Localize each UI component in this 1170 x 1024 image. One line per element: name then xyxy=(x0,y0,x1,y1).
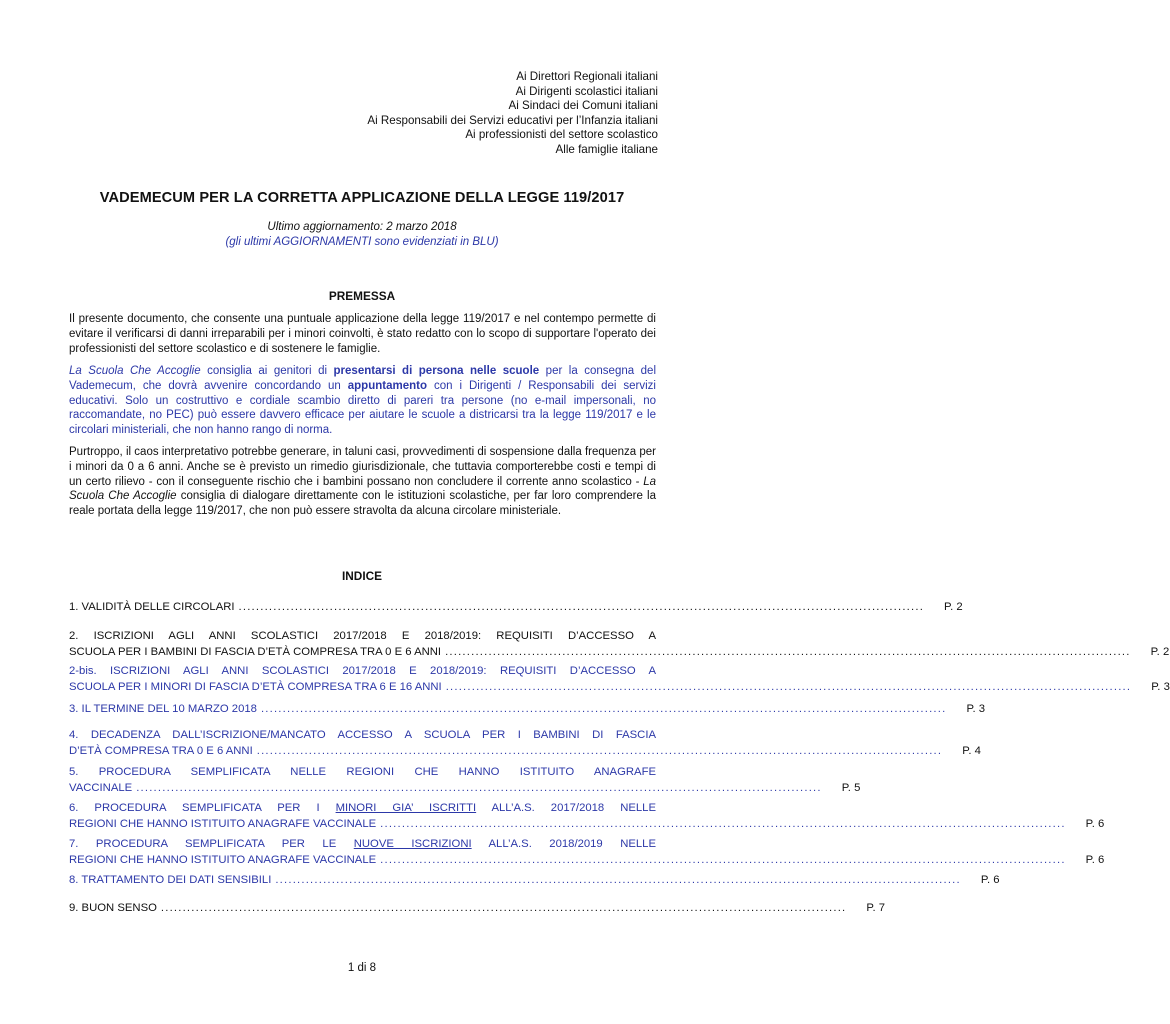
toc-item[interactable] xyxy=(69,728,981,759)
recipient-line: Ai professionisti del settore scolastico xyxy=(465,128,658,142)
toc-page-number: P. 6 xyxy=(980,874,1000,886)
toc-page-number: P. 4 xyxy=(962,744,981,757)
toc-item-title: 1. VALIDITÀ DELLE CIRCOLARI xyxy=(69,601,235,613)
toc-leader-dots: .............................................................................................................................................................. xyxy=(136,781,822,794)
updates-legend: (gli ultimi AGGIORNAMENTI sono evidenziati in BLU) xyxy=(225,235,499,248)
toc-item-title: 8. TRATTAMENTO DEI DATI SENSIBILI xyxy=(69,874,272,886)
toc-leader-dots: .............................................................................................................................................................. xyxy=(160,902,847,914)
toc-item-title-continued: D’ETÀ COMPRESA TRA 0 E 6 ANNI xyxy=(69,744,253,757)
paragraph-text: Purtroppo, il caos interpretativo potrebbe generare, in taluni casi, provvedimenti di sospensione dalla frequenza per i minori da 0 a 6 anni. Anche se è previsto un rimedio giurisdizionale, che tuttavia comporterebbe costi e tempi di un certo rilievo - con il conseguente rischio che i bambini possano non concludere il corrente anno scolastico - xyxy=(69,446,656,488)
toc-title-part: 7. PROCEDURA SEMPLIFICATA PER LE xyxy=(69,838,354,850)
toc-title-part: ALL’A.S. 2018/2019 NELLE xyxy=(471,838,656,850)
toc-leader-dots: .............................................................................................................................................................. xyxy=(256,744,943,757)
toc-item[interactable] xyxy=(69,629,1170,660)
toc-item-title: 2. ISCRIZIONI AGLI ANNI SCOLASTICI 2017/2018 E 2018/2019: REQUISITI D’ACCESSO A xyxy=(69,630,656,642)
recipient-line: Ai Responsabili dei Servizi educativi per l’Infanzia italiani xyxy=(367,113,658,127)
toc-item-title: 9. BUON SENSO xyxy=(69,902,157,914)
toc-item[interactable] xyxy=(69,901,886,917)
toc-title-part: ALL’A.S. 2017/2018 NELLE xyxy=(476,802,656,814)
toc-leader-dots: .............................................................................................................................................................. xyxy=(238,601,925,613)
toc-page-number: P. 6 xyxy=(1085,817,1105,830)
toc-item-title: 2-bis. ISCRIZIONI AGLI ANNI SCOLASTICI 2017/2018 E 2018/2019: REQUISITI D’ACCESSO A xyxy=(69,665,656,677)
toc-leader-dots: .............................................................................................................................................................. xyxy=(445,645,1131,658)
emphasis-text: presentarsi di persona nelle scuole xyxy=(333,365,540,377)
page-number-footer: 1 di 8 xyxy=(347,962,377,974)
toc-item-title xyxy=(69,837,656,853)
toc-page-number: P. 2 xyxy=(944,601,963,613)
recipient-line: Ai Dirigenti scolastici italiani xyxy=(515,84,658,98)
organization-name: La Scuola Che Accoglie xyxy=(69,475,656,503)
indice-heading: INDICE xyxy=(342,569,382,583)
toc-item-title-continued: REGIONI CHE HANNO ISTITUITO ANAGRAFE VACCINALE xyxy=(69,853,377,866)
toc-item-title: 5. PROCEDURA SEMPLIFICATA NELLE REGIONI CHE HANNO ISTITUITO ANAGRAFE xyxy=(69,766,656,778)
recipient-line: Ai Sindaci dei Comuni italiani xyxy=(508,99,658,113)
toc-leader-dots: .............................................................................................................................................................. xyxy=(260,703,947,715)
toc-leader-dots: .............................................................................................................................................................. xyxy=(445,680,1132,693)
table-of-contents xyxy=(69,0,1170,1024)
toc-leader-dots: .............................................................................................................................................................. xyxy=(380,853,1066,866)
organization-name: La Scuola Che Accoglie xyxy=(69,365,201,377)
premessa-heading: PREMESSA xyxy=(328,289,396,303)
toc-page-number: P. 6 xyxy=(1085,853,1105,866)
toc-page-number: P. 7 xyxy=(866,902,886,914)
toc-item-title xyxy=(69,801,656,817)
toc-title-part: 6. PROCEDURA SEMPLIFICATA PER I xyxy=(69,802,336,814)
toc-item-title-continued: SCUOLA PER I BAMBINI DI FASCIA D’ETÀ COMPRESA TRA 0 E 6 ANNI xyxy=(69,645,442,658)
toc-item-title: 4. DECADENZA DALL’ISCRIZIONE/MANCATO ACCESSO A SCUOLA PER I BAMBINI DI FASCIA xyxy=(69,729,656,741)
toc-title-underlined: NUOVE ISCRIZIONI xyxy=(353,838,472,850)
toc-item[interactable] xyxy=(69,873,1000,889)
toc-leader-dots: .............................................................................................................................................................. xyxy=(380,817,1066,830)
toc-item-title: 3. IL TERMINE DEL 10 MARZO 2018 xyxy=(69,703,257,715)
toc-page-number: P. 2 xyxy=(1150,645,1170,658)
toc-page-number: P. 3 xyxy=(1151,680,1170,693)
toc-item[interactable] xyxy=(69,801,1105,832)
toc-leader-dots: .............................................................................................................................................................. xyxy=(275,874,961,886)
toc-item[interactable] xyxy=(69,837,1105,868)
toc-page-number: P. 3 xyxy=(966,703,986,715)
toc-item[interactable] xyxy=(69,702,986,718)
paragraph-text: consiglia di dialogare direttamente con le istituzioni scolastiche, per far loro comprendere la reale portata della legge 119/2017, che non può essere stravolta da alcuna circolare ministeriale. xyxy=(69,490,656,518)
toc-page-number: P. 5 xyxy=(841,781,861,794)
last-updated: Ultimo aggiornamento: 2 marzo 2018 xyxy=(267,221,457,233)
paragraph-text: consiglia ai genitori di xyxy=(200,365,334,377)
toc-item-title-continued: SCUOLA PER I MINORI DI FASCIA D’ETÀ COMPRESA TRA 6 E 16 ANNI xyxy=(69,680,442,693)
premessa-paragraph-1: Il presente documento, che consente una puntuale applicazione della legge 119/2017 e nel contempo permette di evitare il verificarsi di danni irreparabili per i minori coinvolti, è stato redatto con lo scopo di supportare l'operato dei professionisti del settore scolastico e di sostenere le famiglie. xyxy=(69,313,656,355)
paragraph-text: per la consegna del Vademecum, che dovrà avvenire concordando un xyxy=(69,365,656,392)
document-title: VADEMECUM PER LA CORRETTA APPLICAZIONE DELLA LEGGE 119/2017 xyxy=(99,190,625,206)
toc-item[interactable] xyxy=(69,600,963,616)
toc-item[interactable] xyxy=(69,664,1170,695)
emphasis-text: appuntamento xyxy=(347,379,427,392)
paragraph-text: con i Dirigenti / Responsabili dei servizi educativi. Solo un costruttivo e cordiale scambio diretto di pareri tra persone (no e-mail impersonali, no raccomandate, no PEC) può essere davvero efficace per aiutare le scuole a districarsi tra la legge 119/2017 e le circolari ministeriali, che non hanno rango di norma. xyxy=(69,379,656,437)
toc-item-title-continued: REGIONI CHE HANNO ISTITUITO ANAGRAFE VACCINALE xyxy=(69,817,377,830)
toc-item-title-continued: VACCINALE xyxy=(69,781,133,794)
recipient-line: Alle famiglie italiane xyxy=(555,142,658,156)
recipient-line: Ai Direttori Regionali italiani xyxy=(516,70,658,83)
toc-item[interactable] xyxy=(69,765,861,796)
toc-title-underlined: MINORI GIA’ ISCRITTI xyxy=(335,802,477,814)
